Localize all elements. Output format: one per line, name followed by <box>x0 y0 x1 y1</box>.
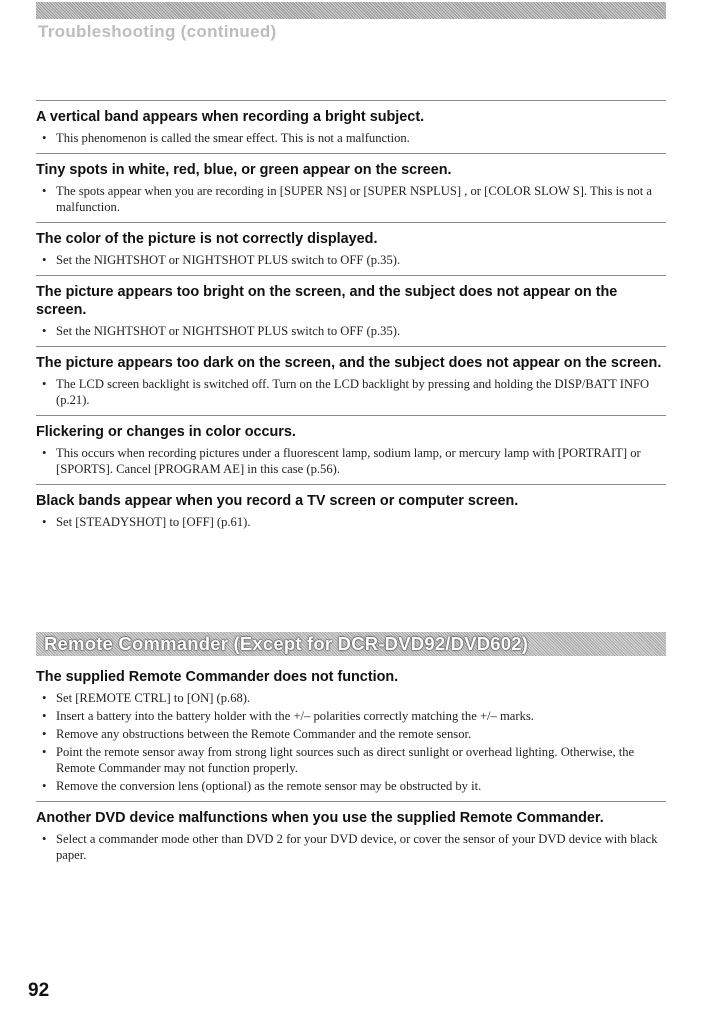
answer-bullet: • The spots appear when you are recording in [SUPER NS] or [SUPER NSPLUS] , or [COLOR SLOW S]. This is not a malfunction. <box>36 183 666 215</box>
answer-bullet: • Set the NIGHTSHOT or NIGHTSHOT PLUS switch to OFF (p.35). <box>36 323 666 339</box>
question-heading: The supplied Remote Commander does not function. <box>36 669 399 685</box>
answer-bullet: • The LCD screen backlight is switched off. Turn on the LCD backlight by pressing and holding the DISP/BATT INFO (p.21). <box>36 376 666 408</box>
answer-bullet: • Set [STEADYSHOT] to [OFF] (p.61). <box>36 514 666 530</box>
header-bar <box>36 2 666 19</box>
list-item <box>36 415 666 477</box>
answer-bullet: • This occurs when recording pictures under a fluorescent lamp, sodium lamp, or mercury lamp with [PORTRAIT] or [SPORTS]. Cancel [PROGRAM AE] in this case (p.56). <box>36 445 666 477</box>
list-item <box>36 153 666 215</box>
question-heading: The picture appears too dark on the screen, and the subject does not appear on the screen. <box>36 355 662 371</box>
question-heading: Black bands appear when you record a TV screen or computer screen. <box>36 493 519 509</box>
question-heading: The picture appears too bright on the screen, and the subject does not appear on the screen. <box>36 284 618 318</box>
list-item <box>36 484 666 530</box>
page-number: 92 <box>28 980 50 1001</box>
question-heading: A vertical band appears when recording a bright subject. <box>36 109 425 125</box>
question-heading: Another DVD device malfunctions when you use the supplied Remote Commander. <box>36 810 604 826</box>
answer-bullet: • Point the remote sensor away from strong light sources such as direct sunlight or overhead lighting. Otherwise, the Remote Commander may not function properly. <box>36 744 666 776</box>
answer-bullet: • Set [REMOTE CTRL] to [ON] (p.68). <box>36 690 666 706</box>
list-item <box>36 801 666 863</box>
remote-commander-list <box>36 664 666 870</box>
answer-bullet: • Remove any obstructions between the Remote Commander and the remote sensor. <box>36 726 666 742</box>
section-title: Troubleshooting (continued) <box>38 22 277 41</box>
answer-bullet: • This phenomenon is called the smear effect. This is not a malfunction. <box>36 130 666 146</box>
list-item <box>36 346 666 408</box>
answer-bullet: • Select a commander mode other than DVD 2 for your DVD device, or cover the sensor of your DVD device with black paper. <box>36 831 666 863</box>
banner-title: Remote Commander (Except for DCR-DVD92/DVD602) <box>44 633 529 654</box>
question-heading: Flickering or changes in color occurs. <box>36 424 296 440</box>
answer-bullet: • Set the NIGHTSHOT or NIGHTSHOT PLUS switch to OFF (p.35). <box>36 252 666 268</box>
list-item <box>36 222 666 268</box>
list-item <box>36 664 666 794</box>
list-item <box>36 100 666 146</box>
remote-commander-banner <box>36 632 666 656</box>
answer-bullet: • Remove the conversion lens (optional) as the remote sensor may be obstructed by it. <box>36 778 666 794</box>
question-heading: Tiny spots in white, red, blue, or green appear on the screen. <box>36 162 452 178</box>
troubleshooting-list <box>36 100 666 537</box>
answer-bullet: • Insert a battery into the battery holder with the +/– polarities correctly matching the +/– marks. <box>36 708 666 724</box>
list-item <box>36 275 666 339</box>
question-heading: The color of the picture is not correctly displayed. <box>36 231 378 247</box>
